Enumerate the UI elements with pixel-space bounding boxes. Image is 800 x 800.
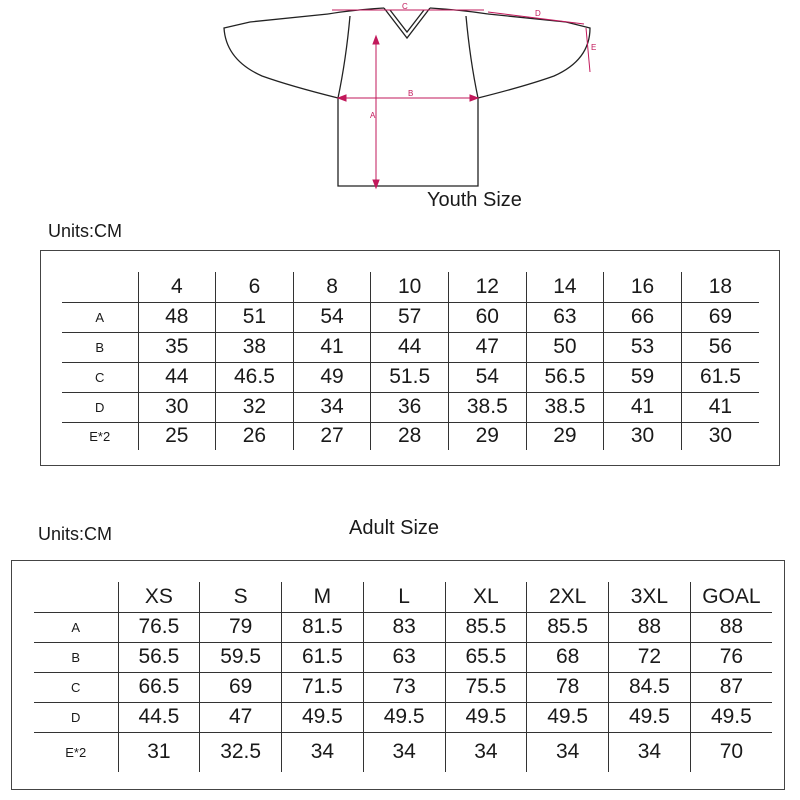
adult-cell: 61.5 bbox=[282, 642, 364, 672]
youth-cell: 44 bbox=[138, 362, 216, 392]
adult-cell: 81.5 bbox=[282, 612, 364, 642]
adult-column-header: XS bbox=[118, 582, 200, 612]
adult-cell: 72 bbox=[609, 642, 691, 672]
youth-cell: 60 bbox=[449, 302, 527, 332]
adult-row-label: D bbox=[34, 702, 118, 732]
youth-cell: 38.5 bbox=[449, 392, 527, 422]
adult-table-row bbox=[34, 732, 772, 772]
adult-cell: 59.5 bbox=[200, 642, 282, 672]
youth-cell: 41 bbox=[293, 332, 371, 362]
adult-cell: 78 bbox=[527, 672, 609, 702]
adult-cell: 31 bbox=[118, 732, 200, 772]
youth-cell: 46.5 bbox=[216, 362, 294, 392]
youth-cell: 49 bbox=[293, 362, 371, 392]
youth-units-label: Units:CM bbox=[48, 221, 123, 241]
adult-cell: 75.5 bbox=[445, 672, 527, 702]
youth-cell: 27 bbox=[293, 422, 371, 450]
youth-cell: 32 bbox=[216, 392, 294, 422]
youth-row-label: C bbox=[62, 362, 138, 392]
adult-column-header: 2XL bbox=[527, 582, 609, 612]
adult-cell: 49.5 bbox=[282, 702, 364, 732]
youth-cell: 54 bbox=[293, 302, 371, 332]
adult-table-row bbox=[34, 642, 772, 672]
youth-cell: 54 bbox=[449, 362, 527, 392]
diagram-label-e: E bbox=[591, 43, 597, 52]
youth-table-row bbox=[62, 332, 759, 362]
youth-table-row bbox=[62, 392, 759, 422]
adult-table-row bbox=[34, 702, 772, 732]
youth-cell: 29 bbox=[449, 422, 527, 450]
adult-cell: 34 bbox=[363, 732, 445, 772]
youth-cell: 59 bbox=[604, 362, 682, 392]
youth-cell: 29 bbox=[526, 422, 604, 450]
youth-column-header: 6 bbox=[216, 272, 294, 302]
jersey-diagram bbox=[0, 0, 800, 200]
youth-row-label: A bbox=[62, 302, 138, 332]
adult-cell: 44.5 bbox=[118, 702, 200, 732]
youth-cell: 28 bbox=[371, 422, 449, 450]
youth-column-header: 18 bbox=[681, 272, 759, 302]
youth-column-header: 8 bbox=[293, 272, 371, 302]
adult-column-header: S bbox=[200, 582, 282, 612]
youth-cell: 41 bbox=[604, 392, 682, 422]
youth-cell: 38 bbox=[216, 332, 294, 362]
adult-cell: 76 bbox=[690, 642, 772, 672]
youth-cell: 53 bbox=[604, 332, 682, 362]
adult-cell: 87 bbox=[690, 672, 772, 702]
diagram-label-a: A bbox=[370, 111, 376, 120]
adult-cell: 34 bbox=[527, 732, 609, 772]
adult-size-table bbox=[34, 582, 772, 772]
adult-units-label: Units:CM bbox=[38, 524, 113, 544]
youth-cell: 57 bbox=[371, 302, 449, 332]
adult-row-label: E*2 bbox=[65, 744, 87, 760]
youth-cell: 47 bbox=[449, 332, 527, 362]
adult-header-corner bbox=[34, 582, 118, 612]
youth-cell: 30 bbox=[681, 422, 759, 450]
adult-cell: 49.5 bbox=[527, 702, 609, 732]
youth-header-corner bbox=[62, 272, 138, 302]
adult-cell: 63 bbox=[363, 642, 445, 672]
adult-cell: 88 bbox=[609, 612, 691, 642]
youth-size-table bbox=[62, 272, 759, 450]
youth-column-header: 4 bbox=[138, 272, 216, 302]
adult-cell: 88 bbox=[690, 612, 772, 642]
adult-table-row bbox=[34, 672, 772, 702]
adult-table-row bbox=[34, 612, 772, 642]
youth-cell: 30 bbox=[138, 392, 216, 422]
youth-cell: 61.5 bbox=[681, 362, 759, 392]
youth-row-label: D bbox=[62, 392, 138, 422]
adult-cell: 79 bbox=[200, 612, 282, 642]
adult-cell: 84.5 bbox=[609, 672, 691, 702]
adult-column-header: GOAL bbox=[690, 582, 772, 612]
youth-cell: 34 bbox=[293, 392, 371, 422]
diagram-label-b: B bbox=[408, 89, 414, 98]
adult-cell: 49.5 bbox=[609, 702, 691, 732]
youth-cell: 38.5 bbox=[526, 392, 604, 422]
adult-cell: 76.5 bbox=[118, 612, 200, 642]
youth-cell: 69 bbox=[681, 302, 759, 332]
adult-cell: 66.5 bbox=[118, 672, 200, 702]
adult-cell: 49.5 bbox=[445, 702, 527, 732]
youth-row-label: B bbox=[62, 332, 138, 362]
youth-column-header: 12 bbox=[449, 272, 527, 302]
adult-cell: 49.5 bbox=[363, 702, 445, 732]
adult-cell: 83 bbox=[363, 612, 445, 642]
youth-cell: 25 bbox=[138, 422, 216, 450]
adult-column-header: L bbox=[363, 582, 445, 612]
adult-cell: 71.5 bbox=[282, 672, 364, 702]
adult-cell: 34 bbox=[282, 732, 364, 772]
adult-row-label: C bbox=[34, 672, 118, 702]
adult-cell: 34 bbox=[609, 732, 691, 772]
youth-cell: 35 bbox=[138, 332, 216, 362]
youth-row-label: E*2 bbox=[89, 428, 111, 444]
adult-cell: 69 bbox=[200, 672, 282, 702]
adult-row-label: B bbox=[34, 642, 118, 672]
youth-cell: 56.5 bbox=[526, 362, 604, 392]
youth-cell: 51.5 bbox=[371, 362, 449, 392]
youth-table-row bbox=[62, 302, 759, 332]
youth-cell: 56 bbox=[681, 332, 759, 362]
youth-column-header: 10 bbox=[371, 272, 449, 302]
youth-cell: 63 bbox=[526, 302, 604, 332]
adult-cell: 68 bbox=[527, 642, 609, 672]
adult-size-title: Adult Size bbox=[349, 517, 440, 539]
youth-table-row bbox=[62, 422, 759, 450]
adult-column-header: XL bbox=[445, 582, 527, 612]
adult-column-header: 3XL bbox=[609, 582, 691, 612]
youth-table-row bbox=[62, 362, 759, 392]
adult-cell: 73 bbox=[363, 672, 445, 702]
youth-cell: 66 bbox=[604, 302, 682, 332]
adult-cell: 65.5 bbox=[445, 642, 527, 672]
adult-column-header: M bbox=[282, 582, 364, 612]
youth-cell: 44 bbox=[371, 332, 449, 362]
diagram-label-d: D bbox=[535, 9, 541, 18]
adult-cell: 56.5 bbox=[118, 642, 200, 672]
adult-row-label: A bbox=[34, 612, 118, 642]
adult-cell: 85.5 bbox=[445, 612, 527, 642]
adult-cell: 32.5 bbox=[200, 732, 282, 772]
youth-cell: 48 bbox=[138, 302, 216, 332]
youth-cell: 36 bbox=[371, 392, 449, 422]
diagram-label-c: C bbox=[402, 2, 408, 11]
youth-column-header: 14 bbox=[526, 272, 604, 302]
adult-cell: 34 bbox=[445, 732, 527, 772]
youth-column-header: 16 bbox=[604, 272, 682, 302]
youth-size-title: Youth Size bbox=[427, 189, 522, 211]
adult-cell: 47 bbox=[200, 702, 282, 732]
adult-cell: 85.5 bbox=[527, 612, 609, 642]
youth-cell: 41 bbox=[681, 392, 759, 422]
youth-cell: 26 bbox=[216, 422, 294, 450]
youth-cell: 51 bbox=[216, 302, 294, 332]
adult-cell: 70 bbox=[690, 732, 772, 772]
youth-cell: 30 bbox=[604, 422, 682, 450]
adult-cell: 49.5 bbox=[690, 702, 772, 732]
youth-cell: 50 bbox=[526, 332, 604, 362]
